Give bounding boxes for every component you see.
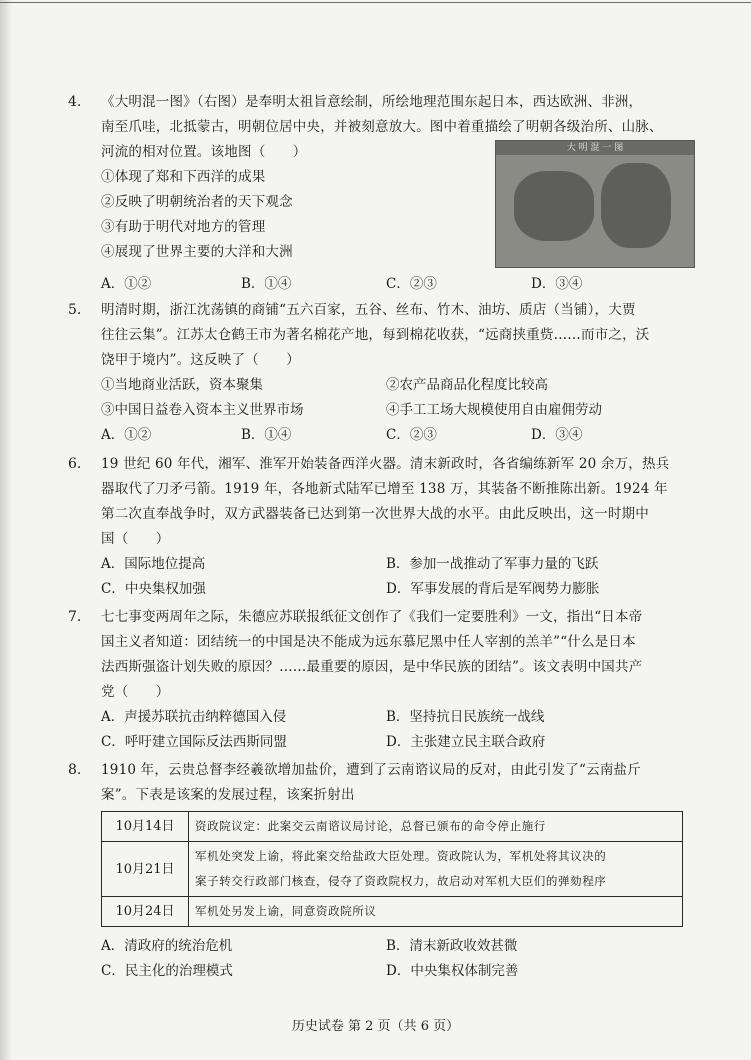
option-d[interactable]: D．③④	[531, 276, 583, 292]
map-title-band	[496, 141, 694, 155]
event-text: 军机处突发上谕，将此案交给盐政大臣处理。资政院认为，军机处将其议决的	[195, 849, 607, 863]
date-cell: 10月21日	[102, 842, 189, 897]
da-ming-map-image	[495, 140, 695, 268]
stem-line: 案”。下表是该案的发展过程，该案折射出	[101, 787, 355, 803]
statement: ③中国日益卷入资本主义世界市场	[101, 402, 304, 418]
question-stem	[101, 452, 698, 552]
statement: ②农产品商品化程度比较高	[386, 377, 548, 393]
option-b[interactable]: B．①④	[241, 427, 292, 443]
option-d[interactable]: D．中央集权体制完善	[386, 963, 519, 979]
salt-case-table	[101, 811, 683, 927]
option-b[interactable]: B．清末新政收效甚微	[386, 938, 518, 954]
question-stem	[101, 298, 698, 373]
stem-line: 饶甲于境内”。这反映了（ ）	[101, 352, 300, 368]
table-row	[102, 812, 683, 842]
map-caption: 大 明 混 一 图	[566, 143, 624, 153]
option-a[interactable]: A．①②	[101, 427, 152, 443]
stem-line: 1910 年，云贵总督李经羲欲增加盐价，遭到了云南谘议局的反对，由此引发了“云南盐斤	[101, 762, 641, 778]
event-text: 军机处另发上谕，同意资政院所议	[195, 904, 377, 918]
event-text: 资政院议定：此案交云南谘议局讨论，总督已颁布的命令停止施行	[195, 819, 546, 833]
stem-line: 法西斯强盗计划失败的原因？……最重要的原因，是中华民族的团结”。该文表明中国共产	[101, 659, 643, 675]
map-landmass	[514, 171, 594, 241]
option-b[interactable]: B．参加一战推动了军事力量的飞跃	[386, 556, 599, 572]
statement: ③有助于明代对地方的管理	[101, 219, 266, 235]
stem-line: 19 世纪 60 年代，湘军、淮军开始装备西洋火器。清末新政时，各省编练新军 20 余万，热兵	[101, 456, 670, 472]
question-stem	[101, 758, 698, 808]
option-d[interactable]: D．军事发展的背后是军阀势力膨胀	[386, 581, 600, 597]
question-number: 6.	[68, 456, 82, 472]
option-c[interactable]: C．呼吁建立国际反法西斯同盟	[101, 734, 287, 750]
stem-line: 器取代了刀矛弓箭。1919 年，各地新式陆军已增至 138 万，其装备不断推陈出新。1924 年	[101, 481, 668, 497]
option-b[interactable]: B．①④	[241, 276, 292, 292]
stem-line: 往往云集”。江苏太仓鹤王市为著名棉花产地，每到棉花收获，“远商挟重赀……而市之，沃	[101, 327, 650, 343]
stem-line: 党（ ）	[101, 684, 170, 700]
statement: ②反映了明朝统治者的天下观念	[101, 194, 293, 210]
event-cell	[189, 897, 683, 927]
date-cell: 10月24日	[102, 897, 189, 927]
option-d[interactable]: D．③④	[531, 427, 583, 443]
question-number: 4.	[68, 94, 82, 110]
event-cell	[189, 812, 683, 842]
map-landmass	[601, 163, 671, 248]
stem-line: 明清时期，浙江沈荡镇的商铺“五六百家，五谷、丝布、竹木、油坊、质店（当铺），大贾	[101, 302, 636, 318]
question-number: 5.	[68, 302, 82, 318]
stem-line: 河流的相对位置。该地图（ ）	[101, 144, 307, 160]
option-c[interactable]: C．民主化的治理模式	[101, 963, 233, 979]
stem-line: 第二次直奉战争时，双方武器装备已达到第一次世界大战的水平。由此反映出，这一时期中	[101, 506, 649, 522]
option-a[interactable]: A．清政府的统治危机	[101, 938, 233, 954]
event-text: 案子转交行政部门核查，侵夺了资政院权力，故启动对军机大臣们的弹劾程序	[195, 874, 607, 888]
option-b[interactable]: B．坚持抗日民族统一战线	[386, 709, 545, 725]
option-c[interactable]: C．②③	[386, 276, 437, 292]
stem-line: 《大明混一图》（右图）是奉明太祖旨意绘制，所绘地理范围东起日本，西达欧洲、非洲，	[101, 94, 643, 110]
option-c[interactable]: C．②③	[386, 427, 437, 443]
question-number: 7.	[68, 609, 82, 625]
stem-line: 七七事变两周年之际，朱德应苏联报纸征文创作了《我们一定要胜利》一文，指出“日本帝	[101, 609, 643, 625]
statement: ④展现了世界主要的大洋和大洲	[101, 244, 293, 260]
table-row	[102, 842, 683, 897]
stem-line: 国主义者知道：团结统一的中国是决不能成为远东慕尼黑中任人宰割的羔羊”“什么是日本	[101, 634, 636, 650]
page-footer: 历史试卷 第 2 页（共 6 页）	[291, 1019, 460, 1034]
option-c[interactable]: C．中央集权加强	[101, 581, 206, 597]
stem-line: 南至爪哇，北抵蒙古，明朝位居中央，并被刻意放大。图中着重描绘了明朝各级治所、山脉、	[101, 119, 663, 135]
question-number: 8.	[68, 762, 82, 778]
option-a[interactable]: A．声援苏联抗击纳粹德国入侵	[101, 709, 287, 725]
top-rule	[0, 2, 751, 3]
statement: ④手工工场大规模使用自由雇佣劳动	[386, 402, 602, 418]
question-stem	[101, 605, 698, 705]
option-a[interactable]: A．国际地位提高	[101, 556, 206, 572]
statement: ①体现了郑和下西洋的成果	[101, 169, 266, 185]
date-cell: 10月14日	[102, 812, 189, 842]
statement: ①当地商业活跃，资本聚集	[101, 377, 263, 393]
event-cell	[189, 842, 683, 897]
table-row	[102, 897, 683, 927]
option-a[interactable]: A．①②	[101, 276, 152, 292]
option-d[interactable]: D．主张建立民主联合政府	[386, 734, 546, 750]
stem-line: 国（ ）	[101, 531, 170, 547]
scan-edge-shadow	[0, 0, 12, 1060]
